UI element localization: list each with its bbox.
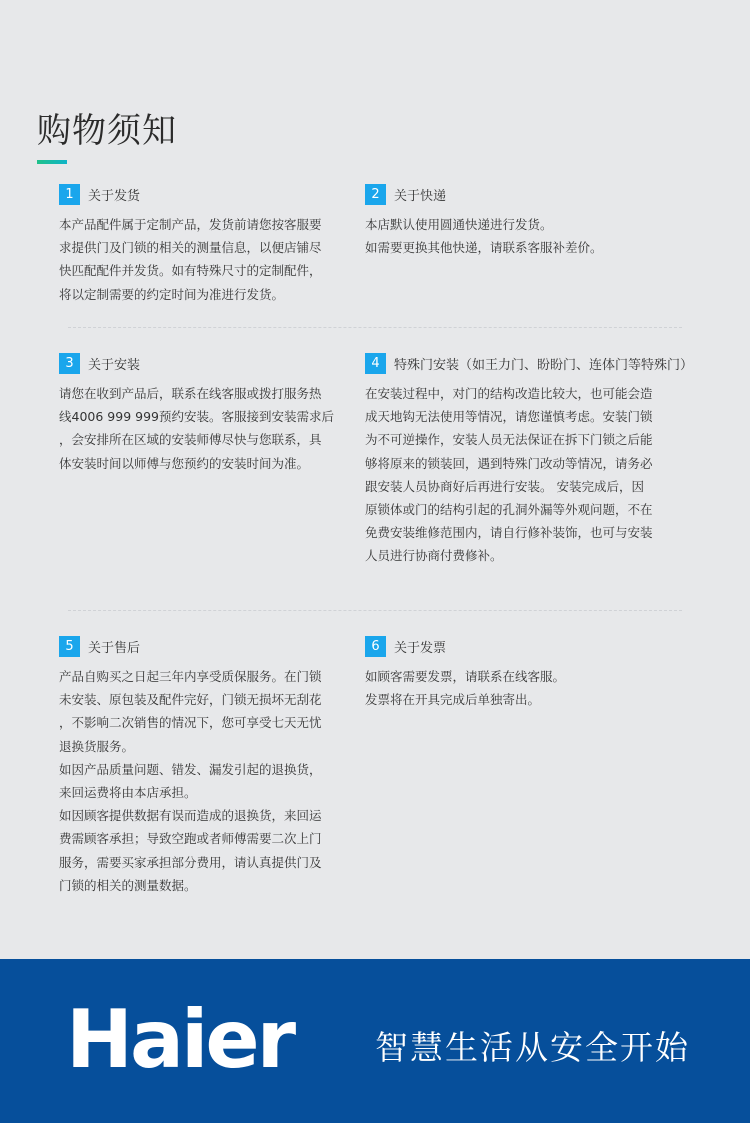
title-accent-bar	[37, 160, 67, 164]
section-title: 特殊门安装（如王力门、盼盼门、连体门等特殊门）	[394, 358, 694, 373]
body-line: 退换货服务。	[59, 738, 135, 754]
section-special-door	[365, 353, 695, 568]
body-line: 人员进行协商付费修补。	[365, 548, 503, 564]
section-title: 关于发票	[394, 641, 447, 656]
body-line: 请您在收到产品后，联系在线客服或拨打服务热	[59, 386, 322, 401]
section-body	[59, 213, 359, 306]
body-line: 跟安装人员协商好后再进行安装。 安装完成后，因	[365, 478, 644, 494]
section-header	[59, 636, 359, 657]
section-invoice	[365, 636, 665, 711]
section-number-badge: 1	[59, 184, 80, 205]
body-line: 发票将在开具完成后单独寄出。	[365, 692, 541, 708]
section-number-badge: 4	[365, 353, 386, 374]
body-line: 为不可逆操作，安装人员无法保证在拆下门锁之后能	[365, 432, 653, 448]
body-line: 成天地钩无法使用等情况，请您谨慎考虑。安装门锁	[365, 409, 653, 425]
section-header	[365, 184, 665, 205]
body-line: 将以定制需要的约定时间为准进行发货。	[59, 286, 285, 302]
body-line: 产品自购买之日起三年内享受质保服务。在门锁	[59, 669, 322, 684]
body-line: 够将原来的锁装回，遇到特殊门改动等情况，请务必	[365, 455, 653, 471]
body-line: 如需要更换其他快递，请联系客服补差价。	[365, 240, 603, 256]
body-line: 在安装过程中，对门的结构改造比较大，也可能会造	[365, 386, 653, 401]
body-line: 本店默认使用圆通快递进行发货。	[365, 217, 553, 232]
section-divider	[68, 610, 682, 611]
section-number-badge: 6	[365, 636, 386, 657]
section-courier	[365, 184, 665, 259]
body-line: 如因产品质量问题、错发、漏发引起的退换货，	[59, 761, 322, 777]
section-body	[365, 213, 665, 259]
body-line: ，会安排所在区域的安装师傅尽快与您联系，具	[59, 432, 322, 448]
section-after-sales	[59, 636, 359, 897]
body-line: 费需顾客承担；导致空跑或者师傅需要二次上门	[59, 831, 322, 847]
body-line: 原锁体或门的结构引起的孔洞外漏等外观问题，不在	[365, 502, 653, 518]
section-number-badge: 3	[59, 353, 80, 374]
section-number-badge: 5	[59, 636, 80, 657]
brand-slogan: 智慧生活从安全开始	[375, 1028, 690, 1067]
body-line: 来回运费将由本店承担。	[59, 785, 197, 801]
section-header	[365, 353, 695, 374]
section-body	[365, 665, 665, 711]
section-title: 关于安装	[88, 358, 141, 373]
section-header	[59, 353, 359, 374]
body-line: ，不影响二次销售的情况下，您可享受七天无忧	[59, 715, 322, 731]
section-installation	[59, 353, 359, 475]
section-divider	[68, 327, 682, 328]
section-shipping	[59, 184, 359, 306]
section-body	[59, 382, 359, 475]
section-number-badge: 2	[365, 184, 386, 205]
page-title: 购物须知	[37, 111, 177, 151]
body-line: 体安装时间以师傅与您预约的安装时间为准。	[59, 455, 310, 471]
section-body	[59, 665, 359, 897]
section-title: 关于发货	[88, 189, 141, 204]
section-header	[365, 636, 665, 657]
body-line: 门锁的相关的测量数据。	[59, 877, 197, 893]
body-line: 未安装、原包装及配件完好，门锁无损坏无刮花	[59, 692, 322, 708]
body-line: 快匹配配件并发货。如有特殊尺寸的定制配件，	[59, 263, 322, 279]
body-line: 如因顾客提供数据有误而造成的退换货，来回运	[59, 808, 322, 824]
section-body	[365, 382, 695, 568]
body-line: 本产品配件属于定制产品，发货前请您按客服要	[59, 217, 322, 232]
section-title: 关于快递	[394, 189, 447, 204]
body-line: 如顾客需要发票，请联系在线客服。	[365, 669, 566, 684]
section-header	[59, 184, 359, 205]
body-line: 服务，需要买家承担部分费用，请认真提供门及	[59, 854, 322, 870]
body-line: 求提供门及门锁的相关的测量信息，以便店铺尽	[59, 240, 322, 256]
body-line: 线4006 999 999预约安装。客服接到安装需求后	[59, 409, 334, 425]
section-title: 关于售后	[88, 641, 141, 656]
body-line: 免费安装维修范围内，请自行修补装饰，也可与安装	[365, 525, 653, 541]
haier-logo: Haier	[66, 993, 294, 1086]
